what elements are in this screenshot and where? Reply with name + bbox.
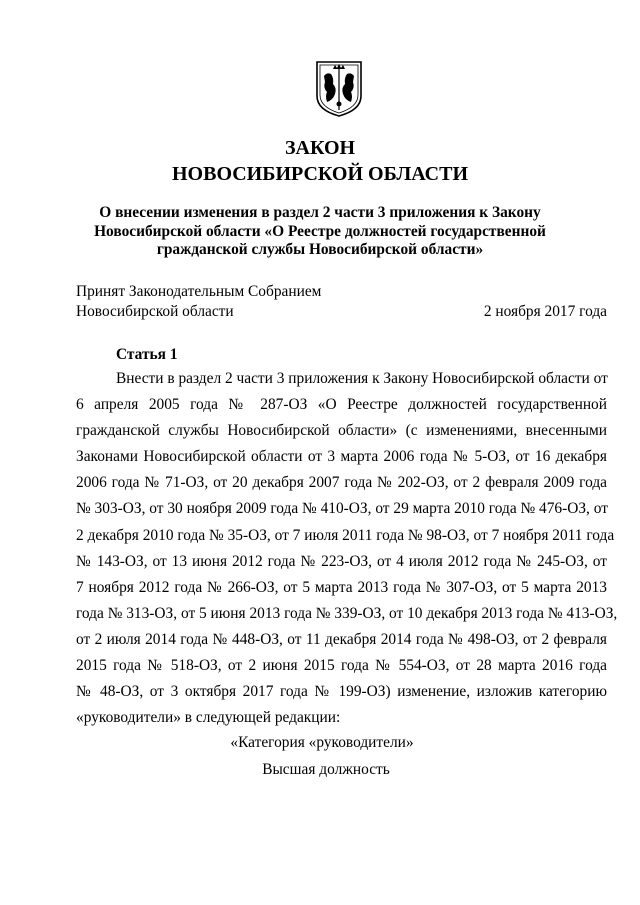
adoption-line-1: Принят Законодательным Собранием bbox=[76, 283, 322, 300]
body-line: № 48-ОЗ, от 3 октября 2017 года № 199-ОЗ) изменение, изложив категорию bbox=[76, 683, 607, 701]
body-line: от 2 июля 2014 года № 448-ОЗ, от 11 декабря 2014 года № 498-ОЗ, от 2 февраля bbox=[76, 630, 607, 648]
body-line: № 303-ОЗ, от 30 ноября 2009 года № 410-ОЗ, от 29 марта 2010 года № 476-ОЗ, от bbox=[76, 500, 608, 518]
law-subject-heading bbox=[0, 204, 640, 260]
subtitle-line: гражданской службы Новосибирской области» bbox=[156, 241, 484, 258]
body-line: 7 ноября 2012 года № 266-ОЗ, от 5 марта 2013 года № 307-ОЗ, от 5 марта 2013 bbox=[76, 578, 607, 596]
body-line: Внести в раздел 2 части 3 приложения к Закону Новосибирской области от bbox=[116, 370, 608, 387]
body-line: года № 313-ОЗ, от 5 июня 2013 года № 339-ОЗ, от 10 декабря 2013 года № 413-ОЗ, bbox=[76, 604, 618, 622]
adoption-line-2: Новосибирской области bbox=[76, 303, 234, 320]
body-line: 2 декабря 2010 года № 35-ОЗ, от 7 июля 2011 года № 98-ОЗ, от 7 ноября 2011 года bbox=[76, 526, 615, 544]
body-line: № 143-ОЗ, от 13 июня 2012 года № 223-ОЗ, от 4 июля 2012 года № 245-ОЗ, от bbox=[76, 552, 607, 570]
adoption-statement bbox=[76, 282, 321, 322]
document-type-title: ЗАКОН bbox=[284, 137, 356, 159]
category-heading: «Категория «руководители» bbox=[230, 734, 414, 751]
body-line: «руководители» в следующей редакции: bbox=[76, 709, 341, 727]
article-heading: Статья 1 bbox=[116, 346, 178, 363]
region-title: НОВОСИБИРСКОЙ ОБЛАСТИ bbox=[171, 163, 469, 185]
body-line: 2015 года № 518-ОЗ, от 2 июня 2015 года № 554-ОЗ, от 28 марта 2016 года bbox=[76, 657, 607, 675]
body-line: 6 апреля 2005 года № 287-ОЗ «О Реестре должностей государственной bbox=[76, 396, 607, 414]
body-line: 2006 года № 71-ОЗ, от 20 декабря 2007 года № 202-ОЗ, от 2 февраля 2009 года bbox=[76, 474, 607, 492]
body-line: Законами Новосибирской области от 3 марта 2006 года № 5-ОЗ, от 16 декабря bbox=[76, 448, 607, 466]
adoption-date: 2 ноября 2017 года bbox=[483, 303, 607, 320]
article-body bbox=[76, 369, 618, 734]
coat-of-arms-icon bbox=[315, 60, 363, 118]
group-heading: Высшая должность bbox=[262, 761, 390, 778]
subtitle-line: Новосибирской области «О Реестре должностей государственной bbox=[94, 222, 546, 240]
subtitle-line: О внесении изменения в раздел 2 части 3 приложения к Закону bbox=[99, 204, 541, 221]
body-line: гражданской службы Новосибирской области» (с изменениями, внесенными bbox=[76, 422, 607, 440]
